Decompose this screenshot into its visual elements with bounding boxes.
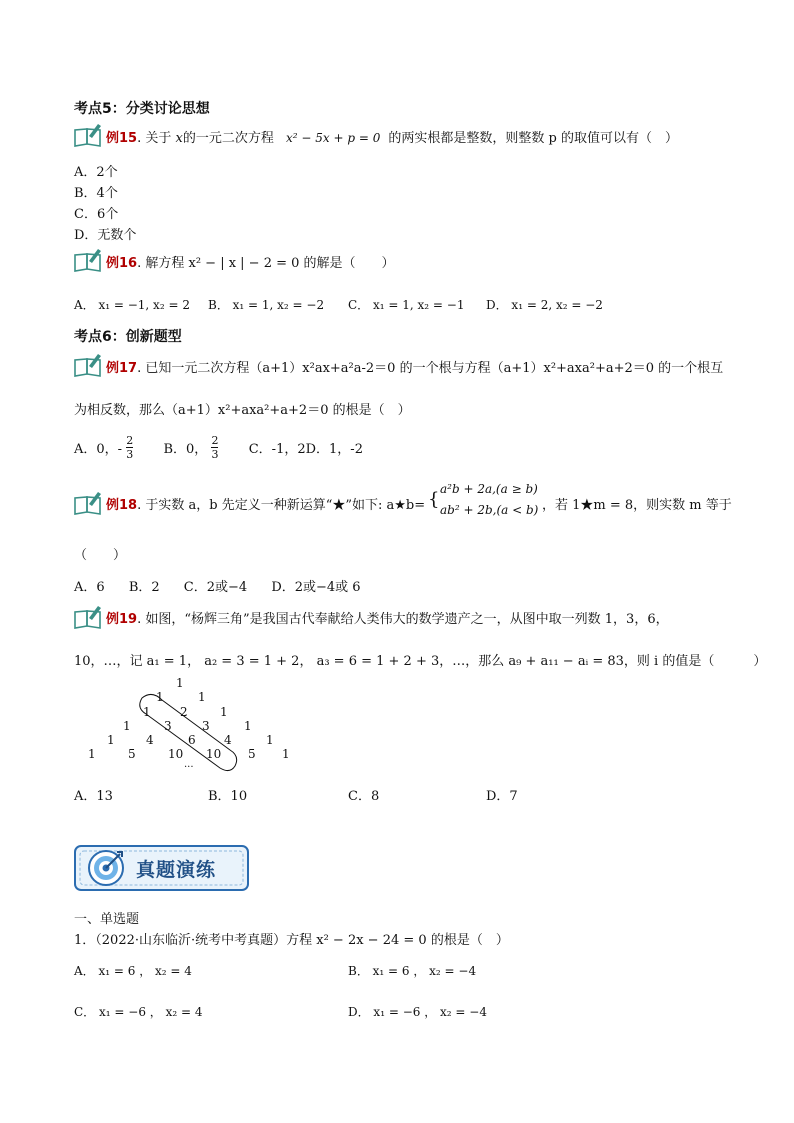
example-19-label: 例19: [106, 612, 138, 627]
ex16-option-c: C． x₁ = 1, x₂ = −1: [348, 298, 465, 312]
ex15-stem-b: 的一元二次方程: [182, 131, 274, 146]
pascal-r3-3: 1: [244, 719, 252, 733]
section-6-title: 考点6：创新题型: [74, 329, 182, 345]
example-18: [106, 494, 425, 513]
pascal-r2-1: 2: [180, 705, 188, 719]
pascal-r0-0: 1: [176, 676, 184, 690]
ex18-option-d: D．2或−4或 6: [271, 580, 361, 595]
pascal-r5-0: 1: [88, 747, 96, 761]
ex19-option-b: B．10: [208, 789, 248, 804]
ex17-a-denominator: 3: [126, 448, 134, 461]
pascal-r1-1: 1: [198, 690, 206, 704]
example-18-label: 例18: [106, 498, 138, 513]
ex18-stem-a: . 于实数 a，b 先定义一种新运算“★”如下: a★b=: [137, 498, 426, 513]
pascal-r5-5: 1: [282, 747, 290, 761]
pascal-r2-2: 1: [220, 705, 228, 719]
example-15-label: 例15: [106, 131, 138, 146]
banner-title: 真题演练: [136, 859, 217, 881]
pascal-r4-4: 1: [266, 733, 274, 747]
ex17-line2: 为相反数，那么（a+1）x²+axa²+a+2＝0 的根是（ ）: [74, 403, 411, 418]
book-pencil-icon: [73, 352, 103, 378]
pascal-r3-1: 3: [164, 719, 172, 733]
ex17-option-b: B．0，: [163, 442, 208, 457]
example-19: [106, 608, 669, 627]
example-16: [106, 252, 395, 271]
ex15-stem-a: . 关于: [137, 131, 172, 146]
pascal-r4-3: 4: [224, 733, 232, 747]
ex15-var-x: x: [175, 131, 183, 146]
book-pencil-icon: [73, 247, 103, 273]
q1-option-a: A． x₁ = 6 ， x₂ = 4: [74, 964, 192, 978]
practice-banner: [74, 845, 249, 891]
ex17-option-cd: C．-1，2D．1，-2: [248, 442, 363, 457]
ex15-option-c: C．6个: [74, 207, 119, 222]
q1-stem: 1．（2022·山东临沂·统考中考真题）方程 x² − 2x − 24 = 0 的根是（ ）: [74, 933, 509, 948]
target-icon: [86, 848, 126, 888]
ex15-option-d: D．无数个: [74, 228, 137, 243]
example-16-label: 例16: [106, 256, 138, 271]
ex16-option-a: A． x₁ = −1, x₂ = 2: [74, 298, 190, 312]
q1-option-b: B． x₁ = 6 ， x₂ = −4: [348, 964, 477, 978]
ex19-option-c: C．8: [348, 789, 380, 804]
pascal-r2-0: 1: [143, 705, 151, 719]
ex18-brace: {: [428, 489, 440, 510]
section-5-title: 考点5：分类讨论思想: [74, 101, 210, 117]
ex17-b-denominator: 3: [211, 448, 219, 461]
pascal-triangle-figure: [70, 672, 310, 772]
pascal-ellipsis: ...: [184, 759, 194, 770]
ex15-stem-c: 的两实根都是整数，则整数 p 的取值可以有（ ）: [388, 131, 678, 146]
single-choice-title: 一、单选题: [74, 912, 140, 927]
ex18-case1: a²b + 2a,(a ≥ b): [440, 482, 538, 496]
book-pencil-icon: [73, 604, 103, 630]
pascal-r3-2: 3: [202, 719, 210, 733]
ex18-option-b: B．2: [128, 580, 160, 595]
pascal-r5-4: 5: [248, 747, 256, 761]
ex18-stem-b: ，若 1★m = 8，则实数 m 等于: [542, 498, 732, 513]
pascal-r4-0: 1: [107, 733, 115, 747]
ex17-b-numerator: 2: [211, 434, 219, 447]
ex18-option-a: A．6: [74, 580, 105, 595]
ex19-line2: 10，…，记 a₁ = 1， a₂ = 3 = 1 + 2， a₃ = 6 = 1 + 2 + 3，…，那么 a₉ + a₁₁ − aᵢ = 83，则 i 的值是（ ）: [74, 654, 767, 669]
ex16-option-d: D． x₁ = 2, x₂ = −2: [486, 298, 603, 312]
q1-option-d: D． x₁ = −6 ， x₂ = −4: [348, 1005, 487, 1019]
ex18-case2: ab² + 2b,(a < b): [440, 503, 539, 517]
pascal-r4-2: 6: [188, 733, 196, 747]
ex19-option-a: A．13: [74, 789, 113, 804]
book-pencil-icon: [73, 490, 103, 516]
example-15: [106, 127, 678, 146]
pascal-r3-0: 1: [123, 719, 131, 733]
ex16-option-b: B． x₁ = 1, x₂ = −2: [208, 298, 325, 312]
pascal-r5-3: 10: [206, 747, 222, 761]
ex18-option-c: C．2或−4: [183, 580, 248, 595]
ex15-equation: x² − 5x + p = 0: [286, 131, 381, 145]
ex19-option-d: D．7: [486, 789, 518, 804]
q1-option-c: C． x₁ = −6 ， x₂ = 4: [74, 1005, 203, 1019]
example-17: [106, 357, 723, 376]
ex19-line1: . 如图，“杨辉三角”是我国古代奉献给人类伟大的数学遗产之一，从图中取一列数 1，3，6，: [137, 612, 669, 627]
ex18-options: [74, 576, 361, 595]
ex15-option-a: A．2个: [74, 165, 118, 180]
ex17-line1: . 已知一元二次方程（a+1）x²ax+a²a-2＝0 的一个根与方程（a+1）x²+axa²+a+2＝0 的一个根互: [137, 361, 724, 376]
ex16-stem: . 解方程 x² − | x | − 2 = 0 的解是（ ）: [137, 256, 395, 271]
ex17-option-a: A．0，-: [74, 442, 123, 457]
ex17-a-numerator: 2: [126, 434, 134, 447]
pascal-r5-2: 10: [168, 747, 184, 761]
book-pencil-icon: [73, 122, 103, 148]
pascal-r5-1: 5: [128, 747, 136, 761]
ex15-option-b: B．4个: [74, 186, 118, 201]
pascal-r4-1: 4: [146, 733, 154, 747]
example-17-label: 例17: [106, 361, 138, 376]
ex18-line2: （ ）: [74, 548, 127, 563]
pascal-r1-0: 1: [156, 690, 164, 704]
diagonal-highlight-loop: [70, 672, 310, 772]
ex17-options: [74, 434, 363, 461]
